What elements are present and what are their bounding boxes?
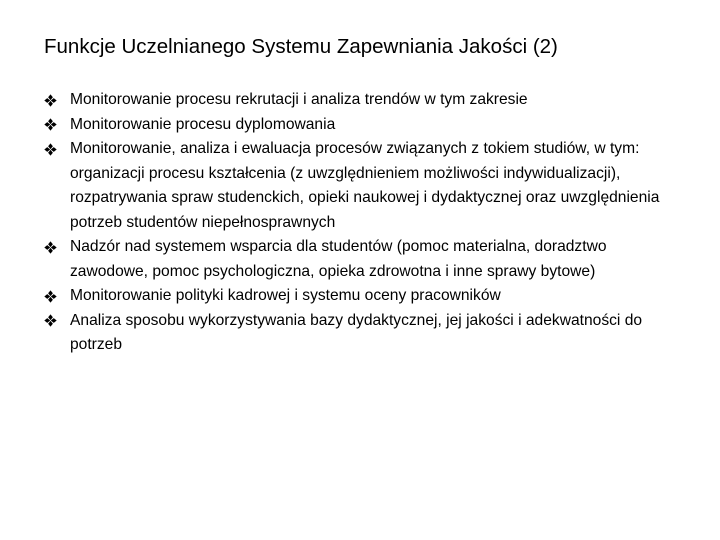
list-item bbox=[44, 88, 664, 113]
list-item bbox=[44, 113, 664, 138]
four-diamond-bullet-icon bbox=[44, 113, 70, 137]
list-item-text: Analiza sposobu wykorzystywania bazy dydaktycznej, jej jakości i adekwatności do potrzeb bbox=[70, 311, 643, 353]
list-item-text: Monitorowanie polityki kadrowej i systemu oceny pracowników bbox=[70, 287, 501, 304]
list-item-text: Monitorowanie procesu dyplomowania bbox=[70, 115, 336, 133]
list-item-text: Monitorowanie procesu rekrutacji i analiza trendów w tym zakresie bbox=[70, 91, 528, 108]
list-item bbox=[44, 284, 664, 309]
four-diamond-bullet-icon bbox=[44, 284, 70, 308]
list-item-text: Nadzór nad systemem wsparcia dla studentów (pomoc materialna, doradztwo zawodowe, pomoc psychologiczna, opieka zdrowotna i inne sprawy bytowe) bbox=[70, 238, 607, 280]
four-diamond-bullet-icon bbox=[44, 309, 70, 333]
bullet-list bbox=[44, 88, 664, 358]
list-item-text: Monitorowanie, analiza i ewaluacja procesów związanych z tokiem studiów, w tym: organizacji procesu kształcenia (z uwzględnieniem możliwości indywidualizacji), rozpatrywania spraw studenckich, opieki naukowej i dydaktycznej oraz uwzględnienia potrzeb studentów niepełnosprawnych bbox=[70, 140, 660, 231]
list-item bbox=[44, 235, 664, 284]
four-diamond-bullet-icon bbox=[44, 88, 70, 112]
list-item bbox=[44, 137, 664, 235]
list-item bbox=[44, 309, 664, 358]
four-diamond-bullet-icon bbox=[44, 137, 70, 161]
four-diamond-bullet-icon bbox=[44, 235, 70, 259]
slide-title: Funkcje Uczelnianego Systemu Zapewniania Jakości (2) bbox=[44, 35, 558, 58]
